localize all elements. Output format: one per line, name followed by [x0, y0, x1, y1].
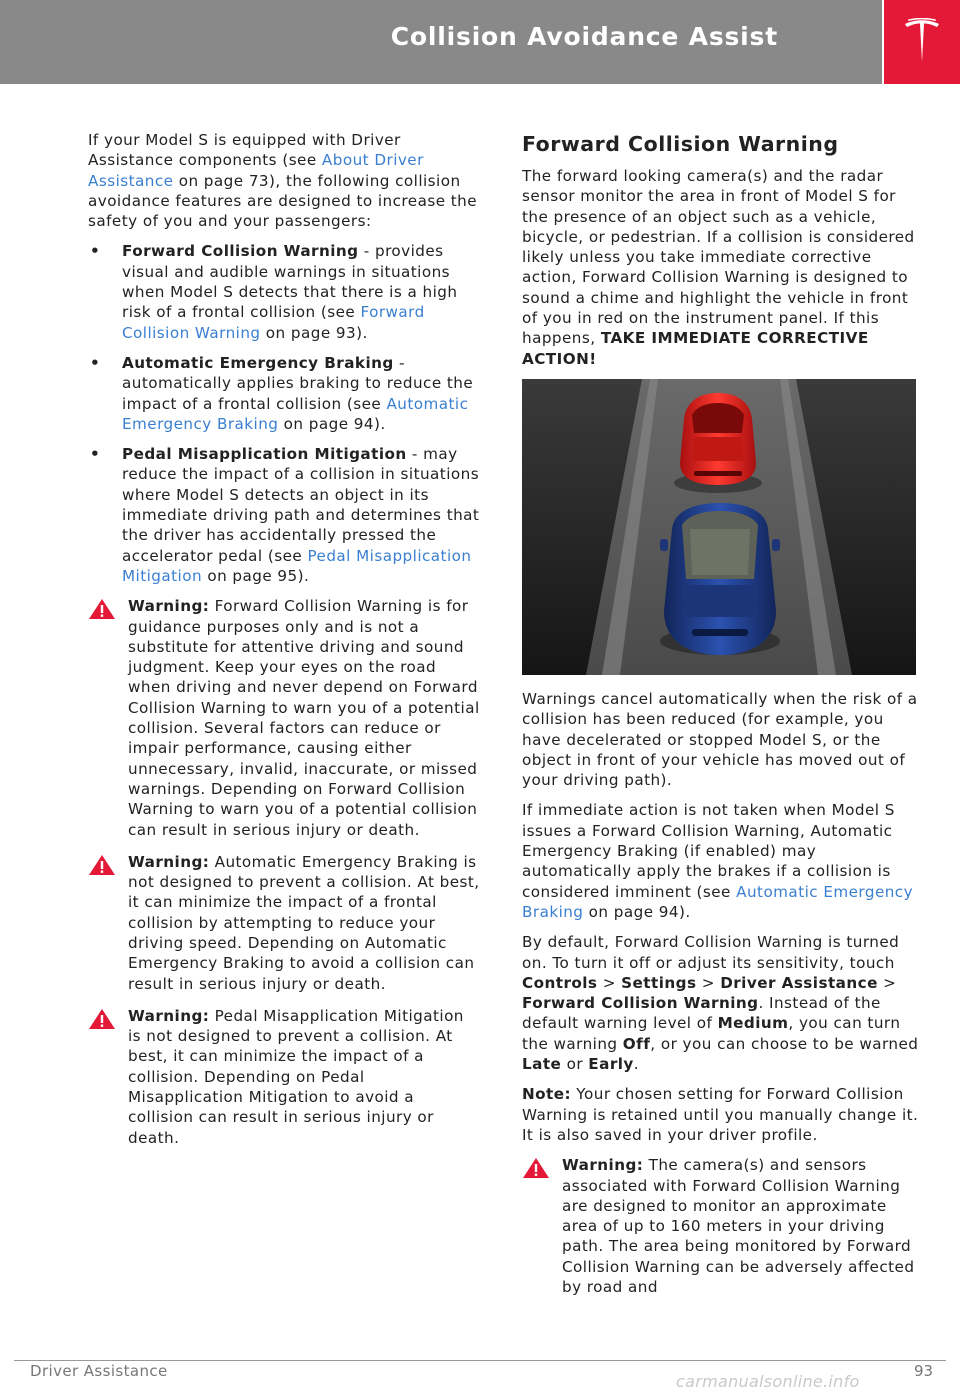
brand-logo	[884, 0, 960, 84]
watermark: carmanualsonline.info	[676, 1372, 860, 1391]
warning-label: Warning:	[128, 852, 210, 871]
warning-triangle-icon	[88, 598, 116, 620]
automatic-emergency-braking-link[interactable]: Automatic Emergency Braking	[522, 882, 914, 921]
driver-assistance-path: Driver Assistance	[720, 973, 878, 992]
warning-label: Warning:	[562, 1156, 644, 1175]
forward-collision-warning-link[interactable]: Forward Collision Warning	[122, 303, 425, 342]
fcw-path: Forward Collision Warning	[522, 994, 759, 1013]
warning-label: Warning:	[128, 597, 210, 616]
fcw-illustration	[522, 379, 916, 675]
cars-on-road-image	[522, 379, 916, 675]
aeb-paragraph: If immediate action is not taken when Model S issues a Forward Collision Warning, Automatic Emergency Braking (if enabled) may automatically apply the brakes if a collision is considered imminent (see Automatic Emergency Braking on page 94).	[522, 801, 914, 921]
list-item: • Pedal Misapplication Mitigation - may reduce the impact of a collision in situations where Model S detects an object in its immediate driving path and determines that the driver has accidentally pressed the accelerator pedal (see Pedal Misapplication Mitigation on page 95).	[90, 445, 480, 585]
list-item: • Automatic Emergency Braking - automatically applies braking to reduce the impact of a frontal collision (see Automatic Emergency Braking on page 94).	[90, 353, 474, 433]
about-driver-assistance-link[interactable]: About Driver Assistance	[88, 151, 424, 190]
medium-level: Medium	[717, 1014, 789, 1033]
tesla-t-logo-icon	[903, 18, 941, 64]
warning-block: Warning: Forward Collision Warning is for guidance purposes only and is not a substitute for attentive driving and sound judgment. Keep your eyes on the road when driving and never depend on Forward Collision Warning to warn you of a potential collision. Several factors can reduce or impair performance, causing either unnecessary, invalid, inaccurate, or missed warnings. Depending on Forward Collision Warning to warn you of a potential collision can result in serious injury or death.	[88, 596, 482, 840]
fcw-description: The forward looking camera(s) and the radar sensor monitor the area in front of Model S for the presence of an object such as a vehicle, bicycle, or pedestrian. If a collision is considered likely unless you take immediate corrective action, Forward Collision Warning is designed to sound a chime and highlight the vehicle in front of you in red on the instrument panel. If this happens, TAKE IMMEDIATE CORRECTIVE ACTION!	[522, 167, 915, 368]
note-label: Note:	[522, 1085, 572, 1104]
bullet: •	[90, 242, 101, 261]
page-title: Collision Avoidance Assist	[390, 22, 778, 51]
early-level: Early	[588, 1055, 634, 1074]
controls-path: Controls	[522, 973, 598, 992]
warning-label: Warning:	[128, 1006, 210, 1025]
feature-term: Automatic Emergency Braking	[122, 353, 394, 372]
pedal-misapplication-mitigation-link[interactable]: Pedal Misapplication Mitigation	[122, 546, 472, 585]
feature-term: Forward Collision Warning	[122, 242, 359, 261]
list-item: • Forward Collision Warning - provides visual and audible warnings in situations when Model S detects that there is a high risk of a frontal collision (see Forward Collision Warning on page 93).	[90, 242, 458, 342]
note-paragraph: Note: Your chosen setting for Forward Collision Warning is retained until you manually change it. It is also saved in your driver profile.	[522, 1085, 919, 1144]
warning-triangle-icon	[88, 1008, 116, 1030]
warning-triangle-icon	[88, 854, 116, 876]
bullet: •	[90, 353, 101, 372]
left-column	[88, 130, 482, 1160]
off-level: Off	[622, 1034, 651, 1053]
late-level: Late	[522, 1055, 562, 1074]
page-number: 93	[914, 1362, 934, 1380]
warning-triangle-icon	[522, 1157, 550, 1179]
own-car	[660, 503, 780, 655]
section-heading: Forward Collision Warning	[522, 132, 839, 156]
intro-paragraph: If your Model S is equipped with Driver Assistance components (see About Driver Assistance on page 73), the following collision avoidance features are designed to increase the safety of you and your passengers:	[88, 131, 478, 231]
corrective-action-text: TAKE IMMEDIATE CORRECTIVE ACTION!	[522, 329, 869, 368]
bullet: •	[90, 445, 101, 464]
footer-section: Driver Assistance	[30, 1362, 168, 1380]
feature-list	[88, 241, 482, 586]
warning-block: Warning: The camera(s) and sensors associated with Forward Collision Warning are designed to monitor an approximate area of up to 160 meters in your driving path. The area being monitored by Forward Collision Warning can be adversely affected by road and	[522, 1155, 920, 1297]
warning-block: Warning: Automatic Emergency Braking is not designed to prevent a collision. At best, it can minimize the impact of a frontal collision by attempting to reduce your driving speed. Depending on Automatic Emergency Braking to avoid a collision can result in serious injury or death.	[88, 852, 482, 994]
automatic-emergency-braking-link[interactable]: Automatic Emergency Braking	[122, 394, 469, 433]
footer-divider	[14, 1360, 946, 1361]
warning-block: Warning: Pedal Misapplication Mitigation is not designed to prevent a collision. At best, it can minimize the impact of a collision. Depending on Pedal Misapplication Mitigation to avoid a collision can result in serious injury or death.	[88, 1006, 482, 1148]
settings-paragraph: By default, Forward Collision Warning is turned on. To turn it off or adjust its sensitivity, touch Controls > Settings > Driver Assistance > Forward Collision Warning. Instead of the default warning level of Medium, you can turn the warning Off, or you can choose to be warned Late or Early.	[522, 933, 919, 1074]
warnings-cancel-paragraph: Warnings cancel automatically when the risk of a collision has been reduced (for example, you have decelerated or stopped Model S, or the object in front of your vehicle has moved out of your driving path).	[522, 689, 918, 790]
feature-term: Pedal Misapplication Mitigation	[122, 445, 407, 464]
right-column	[522, 130, 920, 1309]
settings-path: Settings	[621, 973, 697, 992]
page-header	[0, 0, 882, 84]
